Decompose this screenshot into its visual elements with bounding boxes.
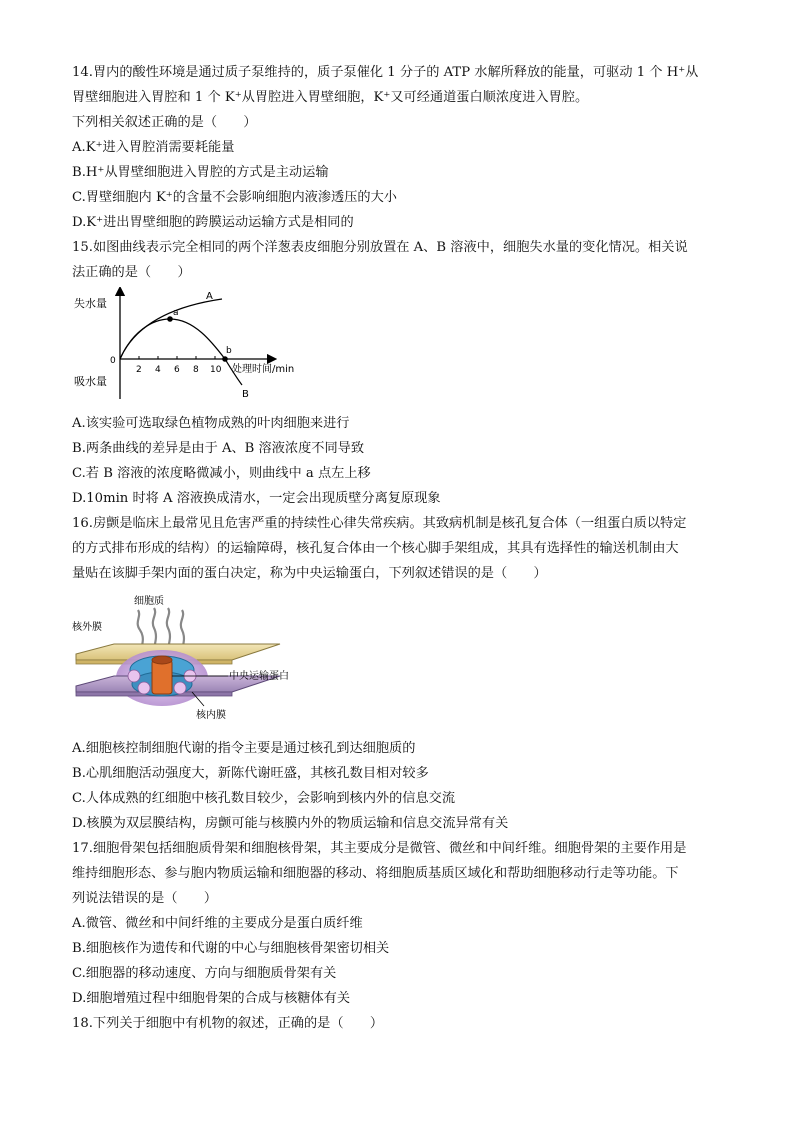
question-stem-line: 列说法错误的是（ ） <box>72 891 218 906</box>
question-stem-line: 的方式排布形成的结构）的运输障碍，核孔复合体由一个核心脚手架组成，其具有选择性的输送机制由大 <box>72 541 679 556</box>
x-tick-label: 10 <box>210 365 222 375</box>
question-stem-line: 14.胃内的酸性环境是通过质子泵维持的，质子泵催化 1 分子的 ATP 水解所释放的能量，可驱动 1 个 H⁺从 <box>72 65 699 80</box>
option-a: A.K⁺进入胃腔消需要耗能量 <box>72 140 235 155</box>
point-a-label: a <box>173 308 179 318</box>
question-16 <box>72 511 722 836</box>
cytoplasm-label: 细胞质 <box>134 596 164 607</box>
option-d: D.K⁺进出胃壁细胞的跨膜运动运输方式是相同的 <box>72 215 354 230</box>
question-stem-line: 下列相关叙述正确的是（ ） <box>72 115 257 130</box>
curve-a-label: A <box>206 291 213 302</box>
point-b-label: b <box>226 346 232 356</box>
x-tick-label: 2 <box>136 365 142 375</box>
question-stem-line: 15.如图曲线表示完全相同的两个洋葱表皮细胞分别放置在 A、B 溶液中，细胞失水量的变化情况。相关说 <box>72 240 688 255</box>
central-transport-protein <box>152 660 172 694</box>
question-stem-line: 维持细胞形态、参与胞内物质运输和细胞器的移动、将细胞质基质区域化和帮助细胞移动行走等功能。下 <box>72 866 679 881</box>
option-d: D.10min 时将 A 溶液换成清水，一定会出现质壁分离复原现象 <box>72 491 441 506</box>
option-a: A.微管、微丝和中间纤维的主要成分是蛋白质纤维 <box>72 916 363 931</box>
question-stem-line: 量贴在该脚手架内面的蛋白决定，称为中央运输蛋白，下列叙述错误的是（ ） <box>72 566 547 581</box>
option-b: B.细胞核作为遗传和代谢的中心与细胞核骨架密切相关 <box>72 941 390 956</box>
option-b: B.H⁺从胃壁细胞进入胃腔的方式是主动运输 <box>72 165 329 180</box>
question-stem-line: 17.细胞骨架包括细胞质骨架和细胞核骨架，其主要成分是微管、微丝和中间纤维。细胞骨架的主要作用是 <box>72 841 687 856</box>
x-tick-label: 6 <box>174 365 180 375</box>
nuclear-pore-figure <box>72 592 722 732</box>
question-stem-line: 16.房颤是临床上最常见且危害严重的持续性心律失常疾病。其致病机制是核孔复合体（一组蛋白质以特定 <box>72 516 687 531</box>
option-c: C.若 B 溶液的浓度略微减小，则曲线中 a 点左上移 <box>72 466 371 481</box>
nuclear-pore-svg <box>72 592 322 732</box>
option-c: C.胃壁细胞内 K⁺的含量不会影响细胞内液渗透压的大小 <box>72 190 397 205</box>
central-protein-label: 中央运输蛋白 <box>229 671 289 682</box>
y-bottom-label: 吸水量 <box>74 375 107 388</box>
option-d: D.细胞增殖过程中细胞骨架的合成与核糖体有关 <box>72 991 351 1006</box>
central-transport-protein-top <box>152 656 172 664</box>
x-tick-label: 8 <box>193 365 199 375</box>
curve-a <box>120 299 222 359</box>
option-c: C.细胞器的移动速度、方向与细胞质骨架有关 <box>72 966 337 981</box>
option-b: B.心肌细胞活动强度大，新陈代谢旺盛，其核孔数目相对较多 <box>72 766 429 781</box>
subunit <box>174 682 186 694</box>
option-a: A.该实验可选取绿色植物成熟的叶肉细胞来进行 <box>72 416 350 431</box>
question-17 <box>72 836 722 1011</box>
option-b: B.两条曲线的差异是由于 A、B 溶液浓度不同导致 <box>72 441 365 456</box>
outer-membrane-label: 核外膜 <box>72 622 102 633</box>
question-18 <box>72 1011 722 1036</box>
subunit <box>138 682 150 694</box>
option-a: A.细胞核控制细胞代谢的指令主要是通过核孔到达细胞质的 <box>72 741 416 756</box>
question-stem-line: 法正确的是（ ） <box>72 265 191 280</box>
water-loss-graph <box>72 287 722 407</box>
question-15 <box>72 235 722 511</box>
question-stem-line: 胃壁细胞进入胃腔和 1 个 K⁺从胃腔进入胃壁细胞，K⁺又可经通道蛋白顺浓度进入胃腔。 <box>72 90 589 105</box>
curve-b <box>120 319 242 385</box>
curve-b-label: B <box>242 389 249 400</box>
option-d: D.核膜为双层膜结构，房颤可能与核膜内外的物质运输和信息交流异常有关 <box>72 816 509 831</box>
y-top-label: 失水量 <box>74 297 107 310</box>
subunit <box>128 670 140 682</box>
point-a <box>167 316 173 322</box>
point-b <box>222 356 228 362</box>
x-axis-label: 处理时间/min <box>232 364 295 375</box>
exam-page <box>72 60 722 1036</box>
water-loss-graph-svg <box>72 287 332 407</box>
inner-membrane-label: 核内膜 <box>196 710 226 721</box>
option-c: C.人体成熟的红细胞中核孔数目较少，会影响到核内外的信息交流 <box>72 791 456 806</box>
x-tick-label: 4 <box>155 365 161 375</box>
question-stem-line: 18.下列关于细胞中有机物的叙述，正确的是（ ） <box>72 1016 384 1031</box>
question-14 <box>72 60 722 235</box>
origin-label: 0 <box>110 356 116 366</box>
